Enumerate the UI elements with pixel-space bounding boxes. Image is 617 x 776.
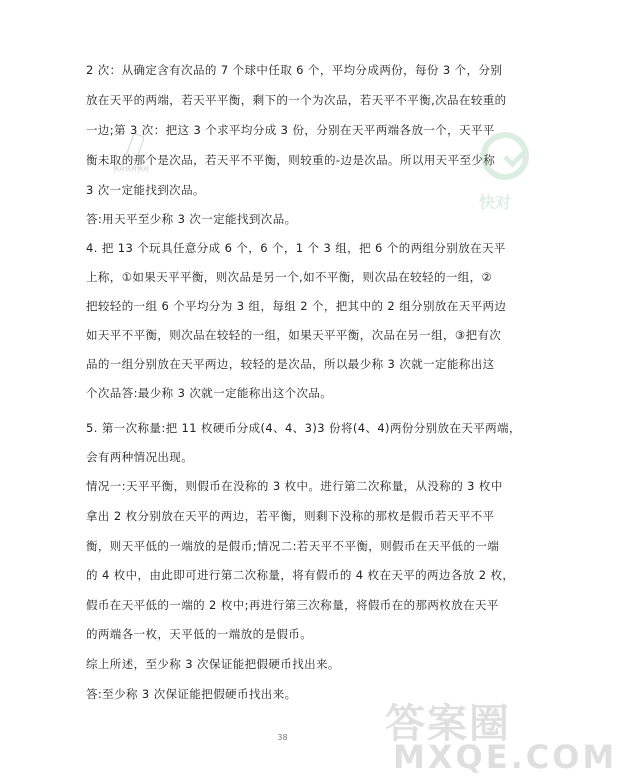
watermark-logo — [475, 132, 535, 227]
text-line: 假币在天平低的一端的 2 枚中;再进行第三次称量，将假币在的那两枚放在天平 — [86, 598, 499, 612]
text-line: 衡未取的那个是次品，若天平不平衡，则较重的-边是次品。所以用天平至少称 — [86, 153, 496, 167]
text-line: 2 次：从确定含有次品的 7 个球中任取 6 个，平均分成两份，每份 3 个，分别 — [86, 63, 503, 77]
text-line: 品的一组分别放在天平两边，较轻的是次品，所以最少称 3 次就一定能称出这 — [86, 357, 495, 371]
watermark-small-label: 快对快对快对 — [113, 166, 150, 173]
text-line: 衡，则天平低的一端放的是假币;情况二:若天平不平衡，则假币在天平低的一端 — [86, 539, 500, 553]
text-line: 个次品答:最少称 3 次就一定能称出这个次品。 — [86, 386, 333, 400]
text-line: 4. 把 13 个玩具任意分成 6 个，6 个，1 个 3 组，把 6 个的两组分别放在天平 — [86, 241, 506, 255]
text-line: 一边;第 3 次：把这 3 个求平均分成 3 份，分别在天平两端各放一个，天平平 — [86, 123, 495, 137]
text-line: 情况一:天平平衡，则假币在没称的 3 枚中。进行第二次称量，从没称的 3 枚中 — [86, 479, 503, 493]
watermark-small — [113, 134, 159, 174]
checkmark-circle-icon — [481, 132, 529, 180]
text-line: 会有两种情况出现。 — [86, 450, 194, 464]
text-line: 放在天平的两端，若天平平衡，剩下的一个为次品，若天平不平衡,次品在较重的 — [86, 93, 507, 107]
text-line: 的 4 枚中，由此即可进行第二次称量，将有假币的 4 枚在天平的两边各放 2 枚， — [86, 568, 515, 582]
text-line: 综上所述，至少称 3 次保证能把假硬币找出来。 — [86, 657, 340, 671]
text-line: 答:用天平至少称 3 次一定能找到次品。 — [86, 212, 297, 226]
text-line: 拿出 2 枚分别放在天平的两边，若平衡，则剩下没称的那枚是假币若天平不平 — [86, 509, 495, 523]
pen-icon — [125, 133, 145, 162]
text-line: 答:至少称 3 次保证能把假硬币找出来。 — [86, 687, 297, 701]
watermark-corner-url: MXQE.COM — [393, 738, 617, 776]
text-line: 的两端各一枚，天平低的一端放的是假币。 — [86, 627, 313, 641]
text-line: 把较轻的一组 6 个平均分为 3 组，每组 2 个，把其中的 2 组分别放在天平两边 — [86, 299, 507, 313]
text-line: 5. 第一次称量:把 11 枚硬币分成(4、4、3)3 份将(4、4)两份分别放在天平两端， — [86, 421, 521, 435]
page-number: 38 — [277, 733, 288, 742]
watermark-corner-title: 答案圈 — [385, 701, 511, 747]
text-line: 上称，①如果天平平衡，则次品是另一个,如不平衡，则次品在较轻的一组，② — [86, 270, 493, 284]
watermark-logo-text: 快对 — [479, 193, 512, 212]
watermark-corner — [385, 692, 617, 776]
text-line: 3 次一定能找到次品。 — [86, 183, 205, 197]
text-line: 如天平不平衡，则次品在较轻的一组，如果天平平衡，次品在另一组，③把有次 — [86, 328, 502, 342]
